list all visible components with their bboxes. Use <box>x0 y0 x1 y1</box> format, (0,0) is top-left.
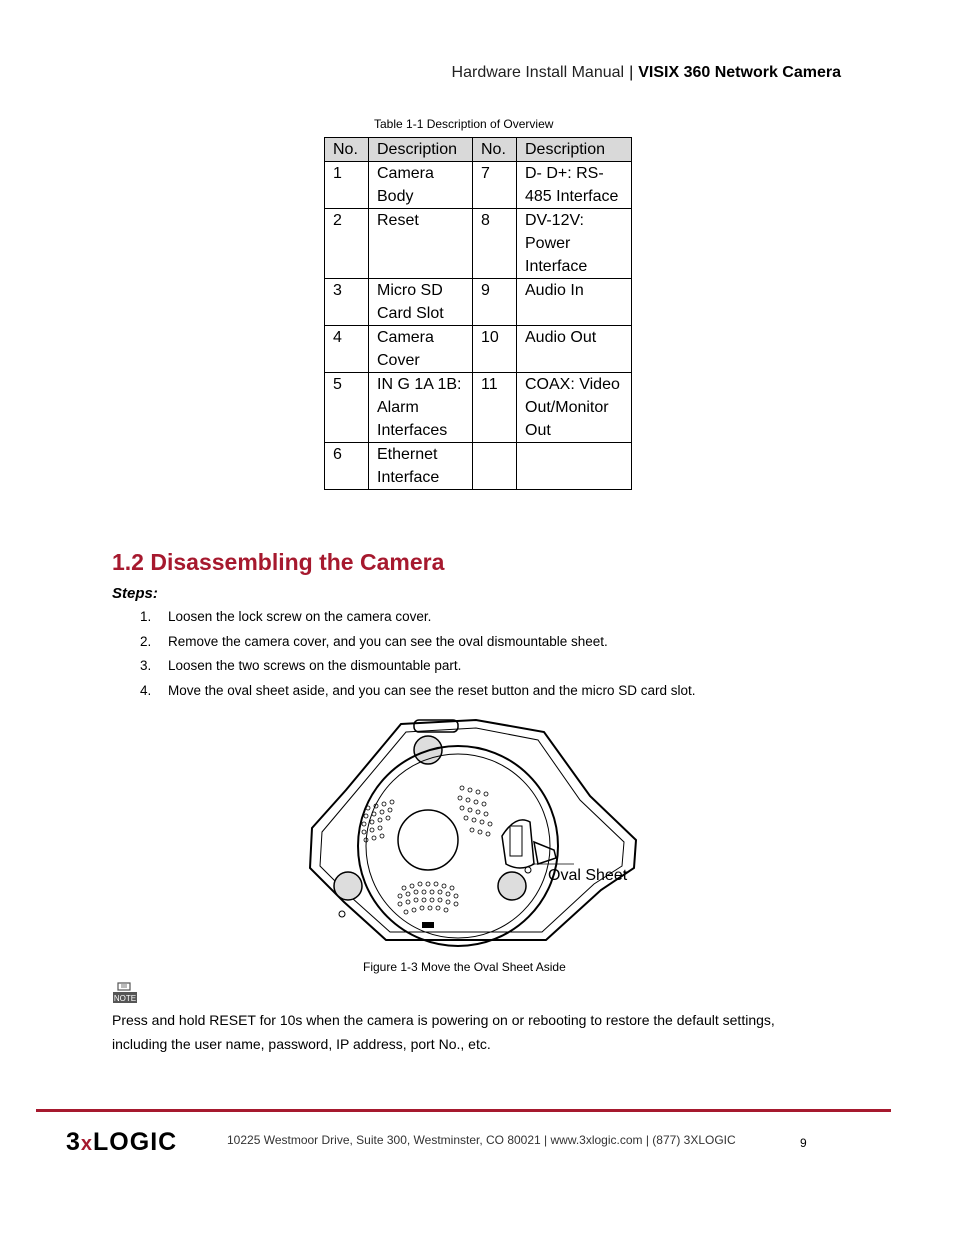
table-cell: 3 <box>325 279 369 326</box>
table-cell <box>473 443 517 490</box>
table-cell: 11 <box>473 373 517 443</box>
header-no-1: No. <box>325 138 369 162</box>
steps-label: Steps: <box>112 585 158 602</box>
table-cell: 4 <box>325 326 369 373</box>
step-text: Remove the camera cover, and you can see the oval dismountable sheet. <box>168 633 608 649</box>
list-item <box>112 609 696 634</box>
table-cell: 1 <box>325 162 369 209</box>
header-description-1: Description <box>369 138 473 162</box>
table-cell: DV-12V: Power Interface <box>517 209 632 279</box>
table-cell <box>517 443 632 490</box>
table-cell: 2 <box>325 209 369 279</box>
table-cell: Ethernet Interface <box>369 443 473 490</box>
footer-address: 10225 Westmoor Drive, Suite 300, Westminster, CO 80021 | www.3xlogic.com | (877) 3XLOGIC <box>227 1133 736 1147</box>
note-icon <box>112 982 138 1004</box>
table-cell: 10 <box>473 326 517 373</box>
list-item <box>112 683 696 708</box>
table-cell: Micro SD Card Slot <box>369 279 473 326</box>
table-row <box>325 326 632 373</box>
table-row <box>325 279 632 326</box>
logo-3: 3 <box>66 1128 81 1156</box>
step-number: 1. <box>140 609 152 624</box>
page-number: 9 <box>800 1136 807 1150</box>
left-screw <box>334 872 362 900</box>
table-row <box>325 443 632 490</box>
page-header <box>452 64 841 82</box>
manual-title: Hardware Install Manual <box>451 64 625 81</box>
oval-sheet <box>502 820 534 868</box>
table-cell: 9 <box>473 279 517 326</box>
figure-caption: Figure 1-3 Move the Oval Sheet Aside <box>363 960 566 974</box>
step-text: Move the oval sheet aside, and you can see the reset button and the micro SD card slot. <box>168 682 696 698</box>
speaker-holes-bottom <box>398 882 458 914</box>
note-text: Press and hold RESET for 10s when the camera is powering on or rebooting to restore the default settings, including the user name, password, IP address, port No., etc. <box>112 1012 775 1052</box>
table-cell: IN G 1A 1B: Alarm Interfaces <box>369 373 473 443</box>
logo-x: x <box>80 1133 94 1155</box>
header-no-2: No. <box>473 138 517 162</box>
table-cell: Camera Cover <box>369 326 473 373</box>
header-description-2: Description <box>517 138 632 162</box>
table-header-row <box>325 138 632 162</box>
camera-figure <box>306 718 646 948</box>
table-caption: Table 1-1 Description of Overview <box>374 117 554 131</box>
footer-divider <box>36 1109 891 1112</box>
list-item <box>112 634 696 659</box>
step-number: 2. <box>140 633 152 649</box>
table-cell: Audio Out <box>517 326 632 373</box>
small-screw-left <box>339 911 345 917</box>
step-number: 4. <box>140 682 152 698</box>
note-icon-text: NOTE <box>113 994 137 1003</box>
section-title: 1.2 Disassembling the Camera <box>112 549 445 575</box>
list-item <box>112 658 696 683</box>
table-row <box>325 373 632 443</box>
table-cell: D- D+: RS-485 Interface <box>517 162 632 209</box>
table-row <box>325 209 632 279</box>
header-separator: | <box>629 64 634 81</box>
table-cell: 7 <box>473 162 517 209</box>
lens <box>398 810 458 870</box>
table-cell: 5 <box>325 373 369 443</box>
step-number: 3. <box>140 658 152 673</box>
step-text: Loosen the lock screw on the camera cover. <box>168 609 432 624</box>
table-row <box>325 162 632 209</box>
speaker-holes-right <box>458 786 492 836</box>
company-logo <box>66 1128 177 1157</box>
step-text: Loosen the two screws on the dismountable part. <box>168 658 462 673</box>
overview-table <box>324 137 632 490</box>
camera-housing-inner <box>320 728 624 932</box>
sd-card-slot <box>510 826 522 856</box>
bottom-logo-mark <box>422 922 434 928</box>
oval-sheet-label: Oval Sheet <box>548 867 628 884</box>
oval-sheet-tab <box>534 842 556 864</box>
right-screw <box>498 872 526 900</box>
table-cell: Reset <box>369 209 473 279</box>
table-cell: 8 <box>473 209 517 279</box>
product-title: VISIX 360 Network Camera <box>638 64 841 81</box>
table-cell: COAX: Video Out/Monitor Out <box>517 373 632 443</box>
table-cell: Audio In <box>517 279 632 326</box>
table-cell: 6 <box>325 443 369 490</box>
logo-text: LOGIC <box>93 1128 178 1156</box>
table-cell: Camera Body <box>369 162 473 209</box>
steps-list <box>112 609 696 707</box>
